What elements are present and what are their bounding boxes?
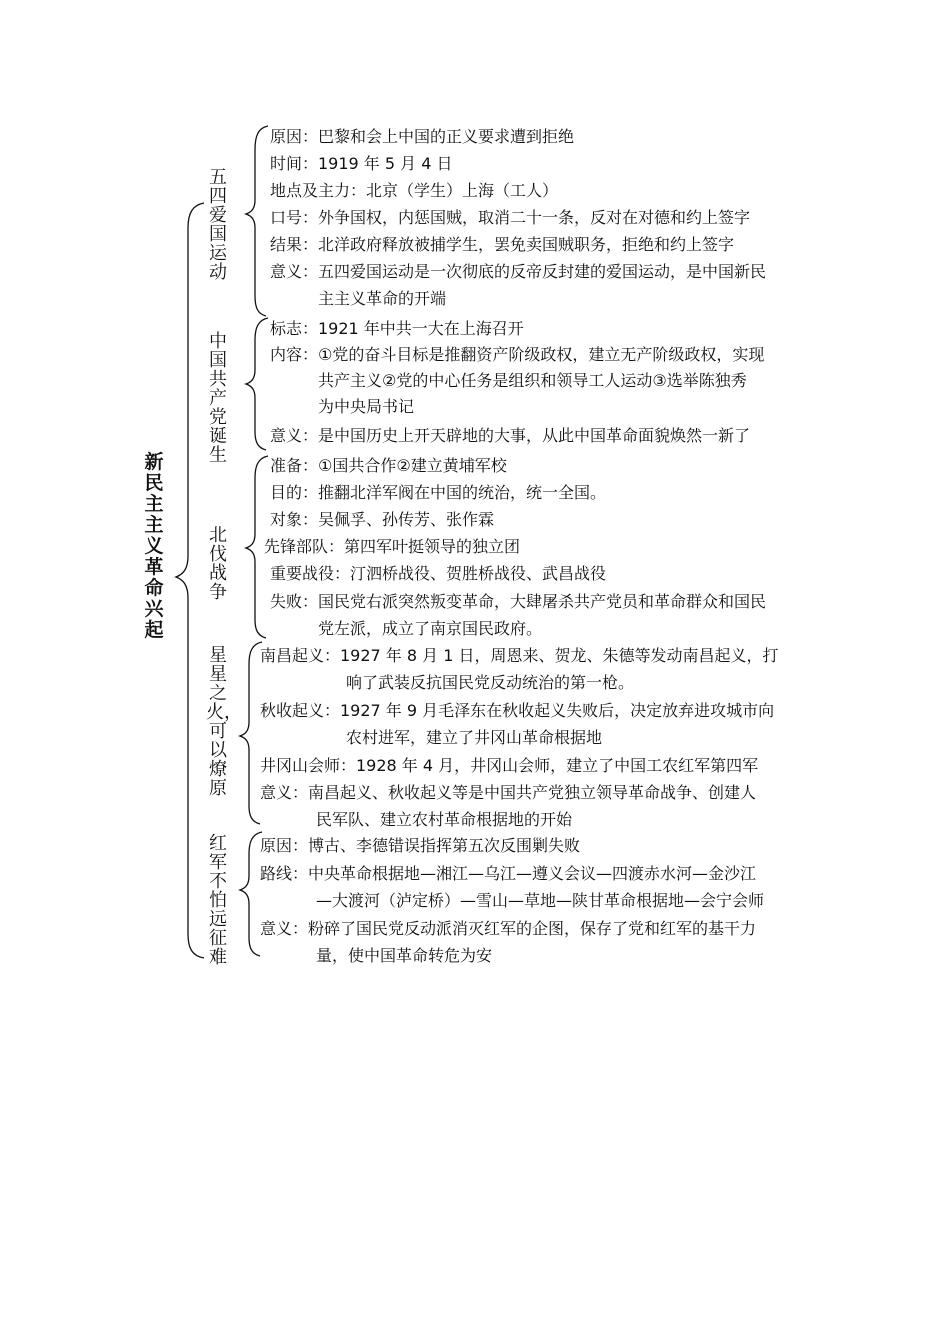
section-brace-1 — [246, 126, 268, 316]
section-1-line-3: 地点及主力：北京（学生）上海（工人） — [270, 181, 559, 200]
section-4-line-6: 意义：南昌起义、秋收起义等是中国共产党独立领导革命战争、创建人 — [260, 783, 757, 802]
section-4-line-4: 农村进军，建立了井冈山革命根据地 — [346, 728, 603, 747]
section-title-long-march: 红军不怕远征难 — [209, 833, 227, 968]
main-brace — [176, 203, 204, 958]
section-4-line-7: 民军队、建立农村革命根据地的开始 — [316, 810, 573, 829]
section-title-northern-expedition: 北伐战争 — [209, 525, 227, 603]
section-title-spark-prairie-fire: 星星之火，可以燎原 — [206, 645, 242, 799]
section-2-line-5: 意义：是中国历史上开天辟地的大事，从此中国革命面貌焕然一新了 — [270, 426, 751, 445]
section-3-line-3: 对象：吴佩孚、孙传芳、张作霖 — [270, 510, 495, 529]
section-5-line-1: 原因：博古、李德错误指挥第五次反围剿失败 — [260, 836, 581, 855]
section-5-line-4: 意义：粉碎了国民党反动派消灭红军的企图，保存了党和红军的基干力 — [260, 919, 757, 938]
section-1-line-6: 意义：五四爱国运动是一次彻底的反帝反封建的爱国运动，是中国新民 — [270, 262, 767, 281]
section-brace-5 — [240, 832, 262, 956]
section-4-line-3: 秋收起义：1927 年 9 月毛泽东在秋收起义失败后，决定放弃进攻城市向 — [260, 701, 775, 720]
section-brace-2 — [246, 318, 268, 450]
section-3-line-5: 重要战役：汀泗桥战役、贺胜桥战役、武昌战役 — [270, 564, 607, 583]
section-brace-4 — [240, 642, 262, 824]
section-title-may-fourth: 五四爱国运动 — [209, 167, 227, 283]
section-4-line-2: 响了武装反抗国民党反动统治的第一枪。 — [346, 673, 635, 692]
section-3-line-2: 目的：推翻北洋军阀在中国的统治，统一全国。 — [270, 483, 607, 502]
section-1-line-2: 时间：1919 年 5 月 4 日 — [270, 154, 453, 173]
main-title: 新民主主义革命兴起 — [144, 451, 164, 641]
section-1-line-4: 口号：外争国权，内惩国贼，取消二十一条，反对在对德和约上签字 — [270, 208, 751, 227]
section-3-line-4: 先锋部队：第四军叶挺领导的独立团 — [264, 537, 521, 556]
section-1-line-7: 主主义革命的开端 — [318, 289, 447, 308]
section-3-line-6: 失败：国民党右派突然叛变革命，大肆屠杀共产党员和革命群众和国民 — [270, 592, 767, 611]
section-5-line-2: 路线：中央革命根据地—湘江—乌江—遵义会议—四渡赤水河—金沙江 — [260, 864, 757, 883]
section-4-line-1: 南昌起义：1927 年 8 月 1 日，周恩来、贺龙、朱德等发动南昌起义，打 — [260, 646, 779, 665]
section-2-line-2: 内容：①党的奋斗目标是推翻资产阶级政权，建立无产阶级政权，实现 — [270, 345, 765, 364]
section-1-line-5: 结果：北洋政府释放被捕学生，罢免卖国贼职务，拒绝和约上签字 — [270, 235, 735, 254]
section-5-line-5: 量，使中国革命转危为安 — [316, 946, 493, 965]
section-2-line-1: 标志：1921 年中共一大在上海召开 — [270, 319, 524, 338]
section-3-line-7: 党左派，成立了南京国民政府。 — [318, 619, 543, 638]
section-1-line-1: 原因：巴黎和会上中国的正义要求遭到拒绝 — [270, 127, 575, 146]
section-3-line-1: 准备：①国共合作②建立黄埔军校 — [270, 456, 507, 475]
section-2-line-4: 为中央局书记 — [318, 397, 415, 416]
section-5-line-3: —大渡河（泸定桥）—雪山—草地—陕甘革命根据地—会宁会师 — [316, 891, 765, 910]
section-title-ccp-founding: 中国共产党诞生 — [209, 331, 227, 466]
section-2-line-3: 共产主义②党的中心任务是组织和领导工人运动③选举陈独秀 — [318, 371, 747, 390]
section-4-line-5: 井冈山会师：1928 年 4 月，井冈山会师，建立了中国工农红军第四军 — [260, 756, 759, 775]
